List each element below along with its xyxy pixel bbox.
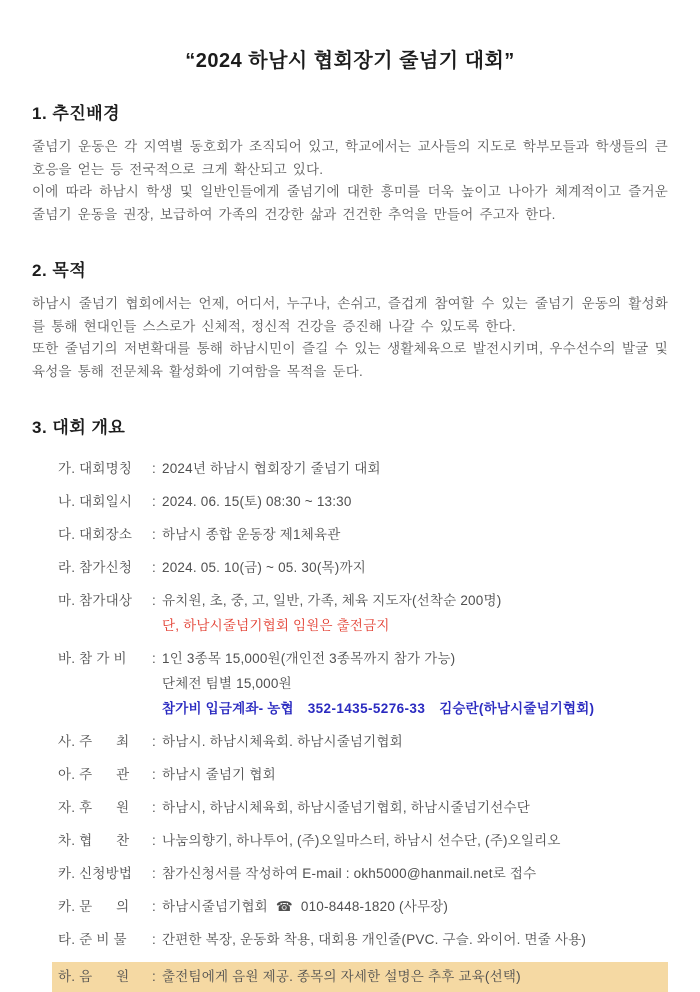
overview-row-event-name [58,458,668,480]
row-label: 라. 참가신청 [58,560,133,575]
row-colon: : [152,969,156,984]
row-label: 하. 음 원 [58,969,130,984]
background-paragraph-2: 이에 따라 하남시 학생 및 일반인들에게 줄넘기에 대한 흥미를 더욱 높이고 나아가 체계적이고 즐거운 줄넘기 운동을 권장, 보급하여 가족의 건강한 삶과 건건한 추억을 만들어 주고자 한다. [32,184,668,222]
overview-row-how-to-apply [58,863,668,885]
row-value [162,896,668,918]
deposit-account-prefix: 참가비 입금계좌- 농협 [162,701,294,716]
overview-row-contact [58,896,668,918]
background-paragraph-1: 줄넘기 운동은 각 지역별 동호회가 조직되어 있고, 학교에서는 교사들의 지도로 학부모들과 학생들의 큰 호응을 얻는 등 전국적으로 크게 확산되고 있다. [32,139,668,177]
overview-row-entry-fee [58,648,668,720]
purpose-paragraph-2: 또한 줄넘기의 저변확대를 통해 하남시민이 즐길 수 있는 생활체육으로 발전시키며, 우수선수의 발굴 및 육성을 통해 전문체육 활성화에 기여함을 목적을 둔다. [32,341,668,379]
row-label: 나. 대회일시 [58,494,133,509]
row-value: 하남시 종합 운동장 제1체육관 [162,527,341,542]
row-label: 사. 주 최 [58,734,130,749]
deposit-account-holder: 김승란(하남시줄넘기협회) [439,701,595,716]
deposit-account-line [162,698,668,720]
row-label: 바. 참 가 비 [58,651,127,666]
document-title: “2024 하남시 협회장기 줄넘기 대회” [185,50,515,72]
row-label: 아. 주 관 [58,767,130,782]
row-value [162,648,668,720]
row-value: 나눔의향기, 하나투어, (주)오일마스터, 하남시 선수단, (주)오일리오 [162,833,561,848]
row-colon: : [152,767,156,782]
overview-row-equipment [58,929,668,951]
overview-list [58,458,668,992]
overview-row-sponsors [58,830,668,852]
overview-row-event-datetime [58,491,668,513]
overview-row-host [58,731,668,753]
row-value: 하남시. 하남시체육회. 하남시줄넘기협회 [162,734,403,749]
overview-row-eligibility [58,590,668,637]
entry-fee-team: 단체전 팀별 15,000원 [162,676,292,691]
row-colon: : [152,866,156,881]
row-value: 2024년 하남시 협회장기 줄넘기 대회 [162,461,381,476]
row-colon: : [152,593,156,608]
row-colon: : [152,932,156,947]
section-heading-background: 1. 추진배경 [32,104,121,123]
entry-fee-individual: 1인 3종목 15,000원(개인전 3종목까지 참가 가능) [162,651,456,666]
section-heading-purpose: 2. 목적 [32,261,87,280]
row-colon: : [152,527,156,542]
overview-row-venue [58,524,668,546]
overview-row-support [58,797,668,819]
row-label: 카. 신청방법 [58,866,133,881]
purpose-paragraph-1: 하남시 줄넘기 협회에서는 언제, 어디서, 누구나, 손쉬고, 즐겁게 참여할 수 있는 줄넘기 운동의 활성화를 통해 현대인들 스스로가 신체적, 정신적 건강을 증진해 나갈 수 있도록 한다. [32,296,668,334]
overview-row-registration-period [58,557,668,579]
overview-row-organizer [58,764,668,786]
phone-icon: ☎ [275,899,293,914]
row-colon: : [152,734,156,749]
deposit-account-number: 352-1435-5276-33 [307,701,426,716]
row-colon: : [152,800,156,815]
eligibility-value: 유치원, 초, 중, 고, 일반, 가족, 체육 지도자(선착순 200명) [162,593,502,608]
contact-organization: 하남시줄넘기협회 [162,899,268,914]
row-colon: : [152,833,156,848]
row-colon: : [152,461,156,476]
row-colon: : [152,899,156,914]
contact-phone-number: 010-8448-1820 (사무장) [300,899,449,914]
row-label: 카. 문 의 [58,899,130,914]
row-value: 하남시, 하남시체육회, 하남시줄넘기협회, 하남시줄넘기선수단 [162,800,530,815]
row-colon: : [152,651,156,666]
eligibility-restriction-note: 단, 하남시줄넘기협회 임원은 출전금지 [162,618,390,633]
row-label: 다. 대회장소 [58,527,133,542]
row-value [162,590,668,637]
row-value: 출전팀에게 음원 제공. 종목의 자세한 설명은 추후 교육(선택) [162,969,521,984]
overview-row-music [52,962,668,992]
section-heading-overview: 3. 대회 개요 [32,418,126,437]
row-colon: : [152,494,156,509]
row-label: 차. 협 찬 [58,833,130,848]
row-colon: : [152,560,156,575]
row-value: 참가신청서를 작성하여 E-mail : okh5000@hanmail.net로 접수 [162,866,537,881]
row-label: 자. 후 원 [58,800,130,815]
row-value: 2024. 06. 15(토) 08:30 ~ 13:30 [162,494,352,509]
row-value: 하남시 줄넘기 협회 [162,767,276,782]
row-value: 2024. 05. 10(금) ~ 05. 30(목)까지 [162,560,366,575]
row-value: 간편한 복장, 운동화 착용, 대회용 개인줄(PVC. 구슬. 와이어. 면줄 사용) [162,932,587,947]
row-label: 타. 준 비 물 [58,932,127,947]
row-label: 가. 대회명칭 [58,461,133,476]
row-label: 마. 참가대상 [58,593,133,608]
